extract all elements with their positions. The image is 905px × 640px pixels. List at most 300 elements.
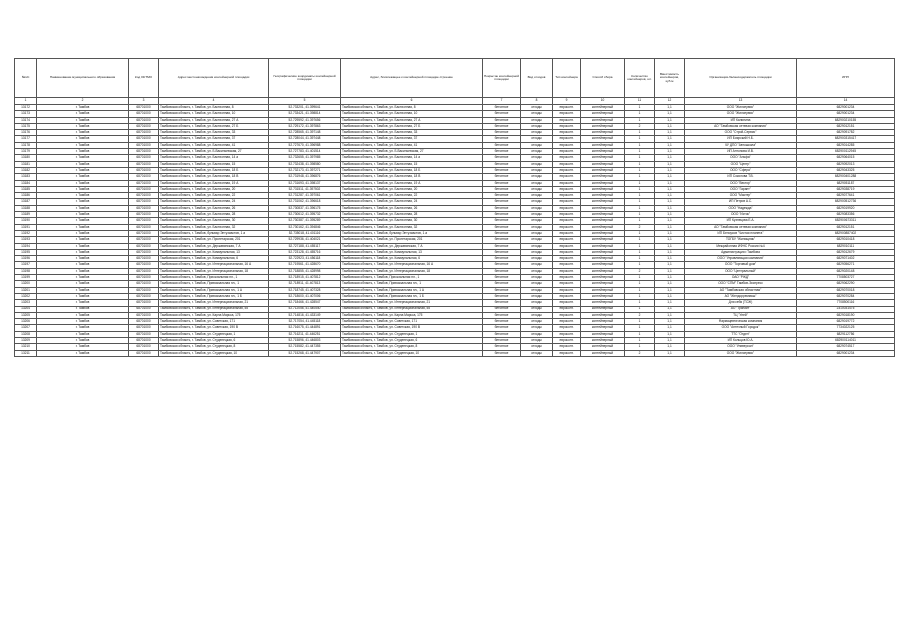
- table-cell: 13203: [15, 300, 37, 306]
- table-cell: бетонное: [483, 293, 521, 299]
- table-cell: 1,1: [655, 212, 685, 218]
- table-cell: 7708503727: [797, 275, 895, 281]
- table-cell: Тамбовская область, г. Тамбов, ул. Студенецкая, 8: [159, 344, 269, 350]
- table-cell: 52.717054, 41.445118: [269, 319, 341, 325]
- table-cell: 52.718855, 41.428998: [269, 268, 341, 274]
- table-cell: ИП Петров А.С.: [685, 199, 797, 205]
- table-cell: контейнерный: [581, 224, 625, 230]
- table-cell: г. Тамбов: [37, 130, 129, 136]
- table-cell: Тамбовская область, г. Тамбов, Приокзальная пл., 1: [159, 275, 269, 281]
- table-cell: евроконт.: [553, 312, 581, 318]
- table-cell: 1,1: [655, 136, 685, 142]
- table-cell: 1: [625, 325, 655, 331]
- table-cell: 52.732173, 41.397271: [269, 167, 341, 173]
- table-cell: 6829001234: [797, 105, 895, 111]
- column-number: 2: [37, 98, 129, 105]
- table-cell: 52.733201, 41.399641: [269, 105, 341, 111]
- table-cell: контейнерный: [581, 180, 625, 186]
- table-cell: Тамбовская область, г. Тамбов, ул. Карла Маркса, 175: [341, 312, 483, 318]
- table-cell: евроконт.: [553, 262, 581, 268]
- table-cell: отходы: [521, 344, 553, 350]
- table-cell: г. Тамбов: [37, 249, 129, 255]
- table-cell: 52.728044, 41.397448: [269, 136, 341, 142]
- table-cell: отходы: [521, 205, 553, 211]
- table-cell: Тамбовская область, г. Тамбов, ул. Державинская, 7 А: [341, 243, 483, 249]
- column-number: 8: [521, 98, 553, 105]
- table-cell: Тамбовская область, г. Тамбов, ул. Бастионная, 27 А: [159, 117, 269, 123]
- table-cell: контейнерный: [581, 268, 625, 274]
- table-cell: отходы: [521, 319, 553, 325]
- table-cell: Тамбовская область, г. Тамбов, ул. Бастионная, 18 Б: [159, 167, 269, 173]
- table-cell: 13200: [15, 281, 37, 287]
- table-cell: г. Тамбов: [37, 293, 129, 299]
- table-cell: евроконт.: [553, 281, 581, 287]
- table-cell: 13179: [15, 149, 37, 155]
- table-cell: Тамбовская область, г. Тамбов, ул. Бастионная, 14 а: [341, 155, 483, 161]
- table-cell: 68701000: [129, 344, 159, 350]
- table-cell: ТЦ "Улей": [685, 312, 797, 318]
- table-cell: 1: [625, 293, 655, 299]
- table-cell: 1,1: [655, 268, 685, 274]
- table-cell: 68701000: [129, 186, 159, 192]
- table-cell: евроконт.: [553, 325, 581, 331]
- table-cell: 52.731693, 41.398137: [269, 180, 341, 186]
- table-cell: 1,1: [655, 325, 685, 331]
- column-number: 3: [129, 98, 159, 105]
- table-cell: 52.732438, 41.398580: [269, 161, 341, 167]
- column-number: 13: [685, 98, 797, 105]
- header-cell: Адрес, близлежащее к контейнерной площадке строение: [341, 59, 483, 98]
- table-cell: 2: [625, 268, 655, 274]
- table-cell: 682900887402: [797, 230, 895, 236]
- table-cell: бетонное: [483, 199, 521, 205]
- table-cell: 13192: [15, 230, 37, 236]
- register-table: [14, 58, 895, 357]
- table-cell: 52.722923, 41.456118: [269, 256, 341, 262]
- table-cell: евроконт.: [553, 174, 581, 180]
- table-cell: 68701000: [129, 136, 159, 142]
- table-cell: 2: [625, 350, 655, 356]
- table-cell: отходы: [521, 180, 553, 186]
- table-cell: 1: [625, 287, 655, 293]
- table-cell: контейнерный: [581, 262, 625, 268]
- table-cell: 52.727670, 41.396988: [269, 142, 341, 148]
- table-cell: 1: [625, 262, 655, 268]
- table-cell: 68701000: [129, 256, 159, 262]
- table-cell: контейнерный: [581, 256, 625, 262]
- table-cell: ООО "Жилсервис": [685, 111, 797, 117]
- table-cell: отходы: [521, 249, 553, 255]
- table-cell: 52.735018, 41.401116: [269, 230, 341, 236]
- table-cell: евроконт.: [553, 105, 581, 111]
- table-cell: 68701000: [129, 167, 159, 173]
- table-cell: евроконт.: [553, 230, 581, 236]
- table-cell: г. Тамбов: [37, 306, 129, 312]
- header-row: [15, 59, 895, 98]
- table-cell: евроконт.: [553, 268, 581, 274]
- table-cell: контейнерный: [581, 281, 625, 287]
- table-cell: бетонное: [483, 180, 521, 186]
- table-cell: Тамбовская область, г. Тамбов, Привокзальная пл., 1 Б: [159, 293, 269, 299]
- table-cell: 1,1: [655, 350, 685, 356]
- table-cell: евроконт.: [553, 337, 581, 343]
- table-cell: евроконт.: [553, 149, 581, 155]
- table-cell: 1: [625, 331, 655, 337]
- table-cell: евроконт.: [553, 199, 581, 205]
- table-cell: г. Тамбов: [37, 117, 129, 123]
- table-cell: отходы: [521, 123, 553, 129]
- table-cell: контейнерный: [581, 237, 625, 243]
- table-cell: 52.730387, 41.395289: [269, 218, 341, 224]
- column-number: 4: [159, 98, 269, 105]
- table-cell: Тамбовская область, г. Тамбов, ул. Бастионная, 8: [341, 105, 483, 111]
- table-cell: г. Тамбов: [37, 256, 129, 262]
- table-cell: контейнерный: [581, 325, 625, 331]
- table-cell: 52.730162, 41.394846: [269, 224, 341, 230]
- column-number: 12: [655, 98, 685, 105]
- table-cell: Тамбовская область, г. Тамбов, ул. Бастионная, 15: [159, 161, 269, 167]
- table-cell: Тамбовская область, г. Тамбов, ул. Бастионная, 18 Б: [341, 167, 483, 173]
- table-cell: 68701000: [129, 180, 159, 186]
- table-cell: евроконт.: [553, 161, 581, 167]
- table-cell: евроконт.: [553, 123, 581, 129]
- table-cell: 1: [625, 180, 655, 186]
- table-cell: контейнерный: [581, 212, 625, 218]
- table-cell: Тамбовская область, г. Тамбов, ул. Коммунальная, 13: [341, 249, 483, 255]
- table-cell: 52.729936, 41.404021: [269, 237, 341, 243]
- table-cell: г. Тамбов: [37, 344, 129, 350]
- table-cell: Тамбовская область, г. Тамбов, ул. Интернациональная, 55: [341, 306, 483, 312]
- table-cell: 52.716211, 41.446251: [269, 331, 341, 337]
- table-cell: Тамбовская область, г. Тамбов, ул. Бастионная, 19 А: [159, 180, 269, 186]
- table-cell: 52.730612, 41.395732: [269, 212, 341, 218]
- table-cell: 13206: [15, 319, 37, 325]
- table-cell: евроконт.: [553, 193, 581, 199]
- table-cell: бетонное: [483, 218, 521, 224]
- table-cell: 1: [625, 105, 655, 111]
- table-cell: Тамбовская область, г. Тамбов, ул. Бастионная, 27 Б: [341, 123, 483, 129]
- table-cell: отходы: [521, 111, 553, 117]
- table-cell: ИП Антонова И.В.: [685, 149, 797, 155]
- table-cell: евроконт.: [553, 180, 581, 186]
- table-cell: 6829091782: [797, 130, 895, 136]
- table-cell: евроконт.: [553, 111, 581, 117]
- table-cell: 68701000: [129, 306, 159, 312]
- table-cell: АО "Транзит": [685, 306, 797, 312]
- table-cell: 52.716075, 41.444891: [269, 325, 341, 331]
- table-cell: 13197: [15, 262, 37, 268]
- table-cell: 1: [625, 149, 655, 155]
- table-cell: евроконт.: [553, 218, 581, 224]
- table-cell: 13201: [15, 287, 37, 293]
- table-cell: 2: [625, 123, 655, 129]
- table-cell: Тамбовская область, г. Тамбов, ул. Пролетарская, 201: [341, 237, 483, 243]
- table-cell: евроконт.: [553, 306, 581, 312]
- table-cell: евроконт.: [553, 287, 581, 293]
- table-cell: контейнерный: [581, 230, 625, 236]
- table-cell: 1: [625, 186, 655, 192]
- table-cell: отходы: [521, 193, 553, 199]
- table-cell: евроконт.: [553, 249, 581, 255]
- table-cell: Тамбовская область, г. Тамбов, ул. Бастионная, 27 А: [341, 117, 483, 123]
- table-cell: 52.715268, 41.447907: [269, 350, 341, 356]
- table-cell: контейнерный: [581, 117, 625, 123]
- table-cell: 68701000: [129, 331, 159, 337]
- table-cell: Тамбовская область, г. Тамбов, бульвар Энтузиастов, 1 а: [341, 230, 483, 236]
- table-cell: бетонное: [483, 268, 521, 274]
- table-cell: г. Тамбов: [37, 155, 129, 161]
- table-cell: 1,1: [655, 306, 685, 312]
- table-cell: 1,1: [655, 174, 685, 180]
- table-cell: Тамбовская область, г. Тамбов, ул. Державинская, 7 А: [159, 243, 269, 249]
- table-cell: бетонное: [483, 105, 521, 111]
- table-cell: бетонное: [483, 142, 521, 148]
- table-cell: контейнерный: [581, 149, 625, 155]
- table-cell: Тамбовская область, г. Тамбов, ул. Бастионная, 41: [159, 142, 269, 148]
- table-cell: 1: [625, 130, 655, 136]
- table-cell: 6829010111: [797, 243, 895, 249]
- table-cell: отходы: [521, 325, 553, 331]
- table-cell: Тамбовская область, г. Тамбов, ул. Карла Маркса, 175: [159, 312, 269, 318]
- table-cell: г. Тамбов: [37, 123, 129, 129]
- table-cell: 2: [625, 224, 655, 230]
- table-cell: Тамбовская область, г. Тамбов, ул. Бастионная, 10: [159, 111, 269, 117]
- table-cell: 1,1: [655, 193, 685, 199]
- table-cell: 68701000: [129, 105, 159, 111]
- table-cell: 682900673311: [797, 218, 895, 224]
- table-cell: г. Тамбов: [37, 136, 129, 142]
- table-cell: Тамбовская область, г. Тамбов, ул. Коммунальная, 6: [159, 256, 269, 262]
- table-cell: бетонное: [483, 337, 521, 343]
- table-cell: ТОГБУ "Жилищник": [685, 237, 797, 243]
- table-cell: 52.718915, 41.407812: [269, 275, 341, 281]
- table-cell: 6829074517: [797, 344, 895, 350]
- table-cell: 52.727188, 41.455117: [269, 243, 341, 249]
- table-cell: бетонное: [483, 344, 521, 350]
- table-cell: 13193: [15, 237, 37, 243]
- table-cell: контейнерный: [581, 123, 625, 129]
- table-cell: бетонное: [483, 193, 521, 199]
- table-cell: контейнерный: [581, 331, 625, 337]
- table-cell: 68701000: [129, 218, 159, 224]
- table-cell: Тамбовская область, г. Тамбов, ул. Бастионная, 33: [159, 130, 269, 136]
- table-cell: 6829020148: [797, 268, 895, 274]
- column-number: 14: [797, 98, 895, 105]
- table-cell: 1,1: [655, 293, 685, 299]
- table-cell: контейнерный: [581, 186, 625, 192]
- table-cell: 1,1: [655, 155, 685, 161]
- table-cell: 6829001234: [797, 111, 895, 117]
- table-cell: 1,1: [655, 149, 685, 155]
- table-cell: бетонное: [483, 306, 521, 312]
- table-cell: Тамбовская область, г. Тамбов, ул. Бастионная, 18 В: [341, 174, 483, 180]
- table-cell: 68701000: [129, 243, 159, 249]
- table-cell: 682900401288: [797, 174, 895, 180]
- table-cell: бетонное: [483, 205, 521, 211]
- table-cell: г. Тамбов: [37, 230, 129, 236]
- table-cell: Тамбовская область, г. Тамбов, ул. Студенецкая, 1: [159, 331, 269, 337]
- table-cell: ООО "Гарант": [685, 186, 797, 192]
- table-cell: евроконт.: [553, 237, 581, 243]
- table-cell: 1,1: [655, 243, 685, 249]
- table-cell: г. Тамбов: [37, 149, 129, 155]
- table-cell: г. Тамбов: [37, 180, 129, 186]
- table-cell: 52.727783, 41.401514: [269, 149, 341, 155]
- header-cell: Покрытие контейнерной площадки: [483, 59, 521, 98]
- table-cell: ООО "Аптечный Городок": [685, 325, 797, 331]
- table-cell: Тамбовская область, г. Тамбов, ул. Бастионная, 14 а: [159, 155, 269, 161]
- table-cell: 68701000: [129, 117, 159, 123]
- column-number: 9: [553, 98, 581, 105]
- table-cell: 6829010418: [797, 237, 895, 243]
- header-cell: Тип контейнера: [553, 59, 581, 98]
- table-cell: ОАО "РЖД": [685, 275, 797, 281]
- table-cell: 13172: [15, 105, 37, 111]
- table-cell: 1,1: [655, 117, 685, 123]
- table-cell: 52.731511, 41.397502: [269, 186, 341, 192]
- table-cell: Тамбовская область, г. Тамбов, ул. Коммунальная, 13: [159, 249, 269, 255]
- table-cell: 1: [625, 218, 655, 224]
- table-cell: контейнерный: [581, 142, 625, 148]
- table-cell: 6829051187: [797, 180, 895, 186]
- table-cell: бетонное: [483, 167, 521, 173]
- table-cell: 52.715896, 41.446803: [269, 337, 341, 343]
- table-cell: 68701000: [129, 193, 159, 199]
- table-cell: 52.733421, 41.398814: [269, 111, 341, 117]
- table-cell: евроконт.: [553, 224, 581, 230]
- table-cell: контейнерный: [581, 293, 625, 299]
- table-cell: ООО "Мастер": [685, 193, 797, 199]
- table-cell: 13207: [15, 325, 37, 331]
- table-cell: г. Тамбов: [37, 281, 129, 287]
- table-cell: ИП Боярский Н.Б.: [685, 136, 797, 142]
- table-cell: евроконт.: [553, 142, 581, 148]
- table-cell: 1: [625, 281, 655, 287]
- table-cell: отходы: [521, 243, 553, 249]
- table-cell: 6829070018: [797, 287, 895, 293]
- table-cell: 68701000: [129, 319, 159, 325]
- table-cell: Тамбовская область, г. Тамбов, ул. Интернациональная, 18: [159, 268, 269, 274]
- table-cell: евроконт.: [553, 136, 581, 142]
- table-cell: бетонное: [483, 350, 521, 356]
- table-cell: АО "Желдорреммаш": [685, 293, 797, 299]
- table-cell: 13202: [15, 293, 37, 299]
- table-cell: Тамбовская область, г. Тамбов, ул. Бастионная, 24: [159, 199, 269, 205]
- table-cell: бетонное: [483, 123, 521, 129]
- table-cell: 1,1: [655, 281, 685, 287]
- table-cell: 1: [625, 205, 655, 211]
- table-cell: 1: [625, 337, 655, 343]
- table-cell: контейнерный: [581, 350, 625, 356]
- table-cell: 7734022125: [797, 325, 895, 331]
- table-cell: ООО "Надежда": [685, 205, 797, 211]
- table-cell: 68701000: [129, 312, 159, 318]
- table-cell: г. Тамбов: [37, 161, 129, 167]
- table-cell: бетонное: [483, 212, 521, 218]
- table-cell: 1,1: [655, 167, 685, 173]
- table-cell: 52.718745, 41.407328: [269, 287, 341, 293]
- table-cell: 68701000: [129, 268, 159, 274]
- table-cell: бетонное: [483, 136, 521, 142]
- table-cell: 1: [625, 167, 655, 173]
- table-cell: бетонное: [483, 262, 521, 268]
- table-cell: 68701000: [129, 212, 159, 218]
- table-cell: евроконт.: [553, 350, 581, 356]
- table-cell: 6829077641: [797, 193, 895, 199]
- table-cell: бетонное: [483, 155, 521, 161]
- table-cell: 1,1: [655, 287, 685, 293]
- table-cell: г. Тамбов: [37, 262, 129, 268]
- table-cell: г. Тамбов: [37, 193, 129, 199]
- table-cell: 6829019920: [797, 205, 895, 211]
- table-cell: евроконт.: [553, 331, 581, 337]
- table-cell: Тамбовская область, г. Тамбов, ул. Бастионная, 19 А: [341, 180, 483, 186]
- table-cell: г. Тамбов: [37, 111, 129, 117]
- table-cell: г. Тамбов: [37, 105, 129, 111]
- table-cell: 1,1: [655, 256, 685, 262]
- table-cell: 6829056271: [797, 262, 895, 268]
- table-body: [15, 105, 895, 357]
- table-cell: 68701000: [129, 237, 159, 243]
- table-cell: ИП Соколова Т.В.: [685, 174, 797, 180]
- table-cell: 1,1: [655, 237, 685, 243]
- table-cell: г. Тамбов: [37, 312, 129, 318]
- table-cell: отходы: [521, 186, 553, 192]
- table-cell: 1,1: [655, 180, 685, 186]
- table-cell: 13204: [15, 306, 37, 312]
- table-cell: отходы: [521, 275, 553, 281]
- table-cell: г. Тамбов: [37, 167, 129, 173]
- table-cell: 68701000: [129, 262, 159, 268]
- header-cell: №п/п: [15, 59, 37, 98]
- table-cell: 1,1: [655, 186, 685, 192]
- column-number: 1: [15, 98, 37, 105]
- table-cell: бетонное: [483, 161, 521, 167]
- table-cell: 6829012151: [797, 224, 895, 230]
- table-row: [15, 350, 895, 356]
- table-cell: 68701000: [129, 249, 159, 255]
- table-cell: ИП Кузнецова Е.А.: [685, 218, 797, 224]
- table-cell: евроконт.: [553, 186, 581, 192]
- table-cell: 68701000: [129, 325, 159, 331]
- table-cell: контейнерный: [581, 306, 625, 312]
- table-cell: ООО "Центр": [685, 161, 797, 167]
- table-cell: контейнерный: [581, 300, 625, 306]
- table-cell: отходы: [521, 161, 553, 167]
- table-cell: ООО "Альфа": [685, 155, 797, 161]
- table-cell: 1: [625, 319, 655, 325]
- column-number-row: [15, 98, 895, 105]
- table-cell: Тамбовская область, г. Тамбов, ул. Интернациональная, 16 А: [159, 262, 269, 268]
- table-cell: 13188: [15, 205, 37, 211]
- table-cell: Тамбовская область, г. Тамбов, ул. Бастионная, 22: [159, 193, 269, 199]
- table-cell: 7708500116: [797, 300, 895, 306]
- table-cell: 1: [625, 237, 655, 243]
- table-cell: отходы: [521, 149, 553, 155]
- table-cell: Тамбовская область, г. Тамбов, ул. Бастионная, 24: [341, 199, 483, 205]
- table-cell: 52.723128, 41.455716: [269, 249, 341, 255]
- table-cell: 13190: [15, 218, 37, 224]
- table-cell: Межрайонная ИФНС России №4: [685, 243, 797, 249]
- header-cell: Наименование муниципального образования: [37, 59, 129, 98]
- table-cell: 68701000: [129, 142, 159, 148]
- table-cell: 68701000: [129, 123, 159, 129]
- table-cell: Тамбовская область, г. Тамбов, ул. Бастионная, 37: [159, 136, 269, 142]
- table-cell: Тамбовская область, г. Тамбов, ул. Студенецкая, 1: [341, 331, 483, 337]
- table-cell: 682900114011: [797, 337, 895, 343]
- table-cell: евроконт.: [553, 212, 581, 218]
- table-cell: 1: [625, 155, 655, 161]
